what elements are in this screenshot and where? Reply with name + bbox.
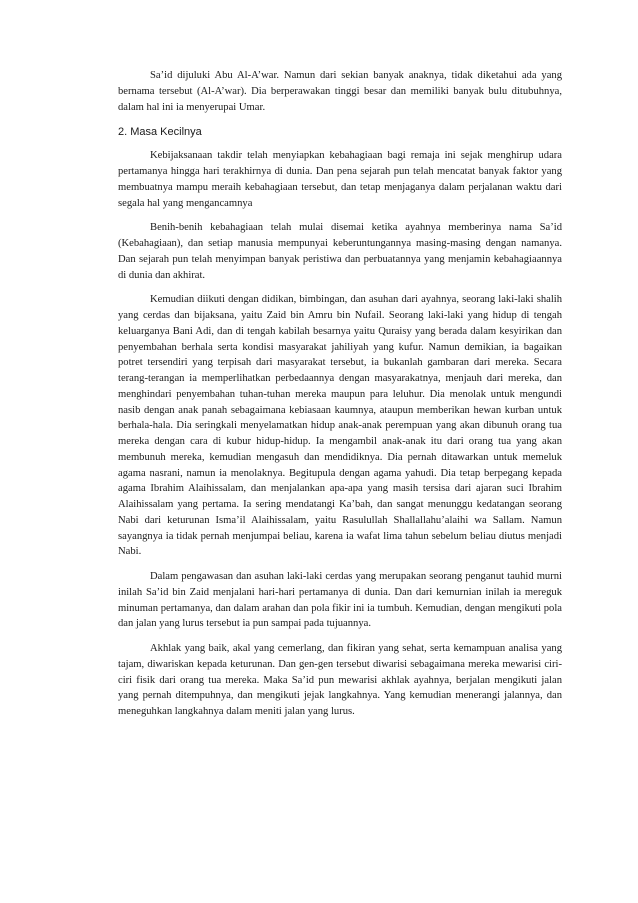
paragraph-intro: Sa’id dijuluki Abu Al-A’war. Namun dari sekian banyak anaknya, tidak diketahui ada yang bernama tersebut (Al-A’war). Dia berperawakan tinggi besar dan memiliki banyak bulu ditubuhnya, dalam hal ini ia menyerupai Umar. — [118, 70, 562, 113]
paragraph-1: Kebijaksanaan takdir telah menyiapkan kebahagiaan bagi remaja ini sejak menghirup udara pertamanya hingga hari terakhirnya di dunia. Dan pena sejarah pun telah mencatat banyak faktor yang membuatnya mampu meraih kebahagiaan tersebut, dan tetap menjaganya dalam perjalanan waktu dari segala hal yang mengancamnya — [118, 150, 562, 209]
paragraph-3: Kemudian diikuti dengan didikan, bimbingan, dan asuhan dari ayahnya, seorang laki-laki shalih yang cerdas dan bijaksana, yaitu Zaid bin Amru bin Nufail. Seorang laki-laki yang hidup di tengah keluarganya Bani Adi, dan di tengah kabilah besarnya yaitu Quraisy yang berada dalam kesyirikan dan penyembahan berhala serta kondisi masyarakat jahiliyah yang kufur. Namun demikian, ia bagaikan potret tersendiri yang terpisah dari masyarakat tersebut, ia bukanlah gambaran dari mereka. Secara terang-terangan ia memperlihatkan perbedaannya dengan masyarakatnya, menjauh dari mereka, dan menghindari penyembahan tuhan-tuhan mereka maupun para leluhur. Dia menolak untuk mengundi nasib dengan anak panah sebagaimana kebiasaan kaumnya, ataupun memberikan hewan kurban untuk berhala-hala. Dia seringkali menyelamatkan hidup anak-anak perempuan yang akan dibunuh orang tua mereka dengan cara di kubur hidup-hidup. Ia mengambil anak-anak itu dari orang tua yang akan membunuh mereka, kemudian mengasuh dan mendidiknya. Dia pernah ditawarkan untuk memeluk agama nasrani, namun ia menolaknya. Begitupula dengan agama yahudi. Dia tetap berpegang kepada agama Ibrahim Alaihissalam, dan menjalankan apa-apa yang masih tersisa dari ajaran suci Ibrahim Alaihissalam yang pertama. Ia sering mendatangi Ka’bah, dan sangat menunggu kedatangan seorang Nabi dari keturunan Isma’il Alaihissalam, yaitu Rasulullah Shallallahu’alaihi wa Sallam. Namun sayangnya ia tidak pernah menjumpai beliau, karena ia wafat lima tahun sebelum beliau diutus menjadi Nabi. — [118, 294, 562, 558]
paragraph-5: Akhlak yang baik, akal yang cemerlang, dan fikiran yang sehat, serta kemampuan analisa yang tajam, diwariskan kepada keturunan. Dan gen-gen tersebut diwarisi sebagaimana mereka mewarisi ciri-ciri fisik dari orang tua mereka. Maka Sa’id pun mewarisi akhlak ayahnya, berjalan mengikuti jalan yang pernah ditempuhnya, dan mengikuti jejak langkahnya. Yang kemudian menerangi jalannya, dan meneguhkan langkahnya dalam meniti jalan yang lurus. — [118, 643, 562, 717]
document-page — [118, 68, 562, 729]
section-heading: 2. Masa Kecilnya — [118, 126, 202, 139]
paragraph-2: Benih-benih kebahagiaan telah mulai disemai ketika ayahnya memberinya nama Sa’id (Kebahagiaan), dan setiap manusia mempunyai keberuntungannya masing-masing dengan namanya. Dan sejarah pun telah menyimpan banyak peristiwa dan perbuatannya yang menjamin kebahagiaannya di dunia dan akhirat. — [118, 222, 562, 281]
paragraph-4: Dalam pengawasan dan asuhan laki-laki cerdas yang merupakan seorang penganut tauhid murni inilah Sa’id bin Zaid menjalani hari-hari pertamanya di dunia. Dan dari kemurnian inilah ia mereguk minuman pertamanya, dan dalam arahan dan pola fikir ini ia tumbuh. Kemudian, dengan mengikuti pola dan jalan yang lurus tersebut ia pun sampai pada tujuannya. — [118, 571, 562, 630]
